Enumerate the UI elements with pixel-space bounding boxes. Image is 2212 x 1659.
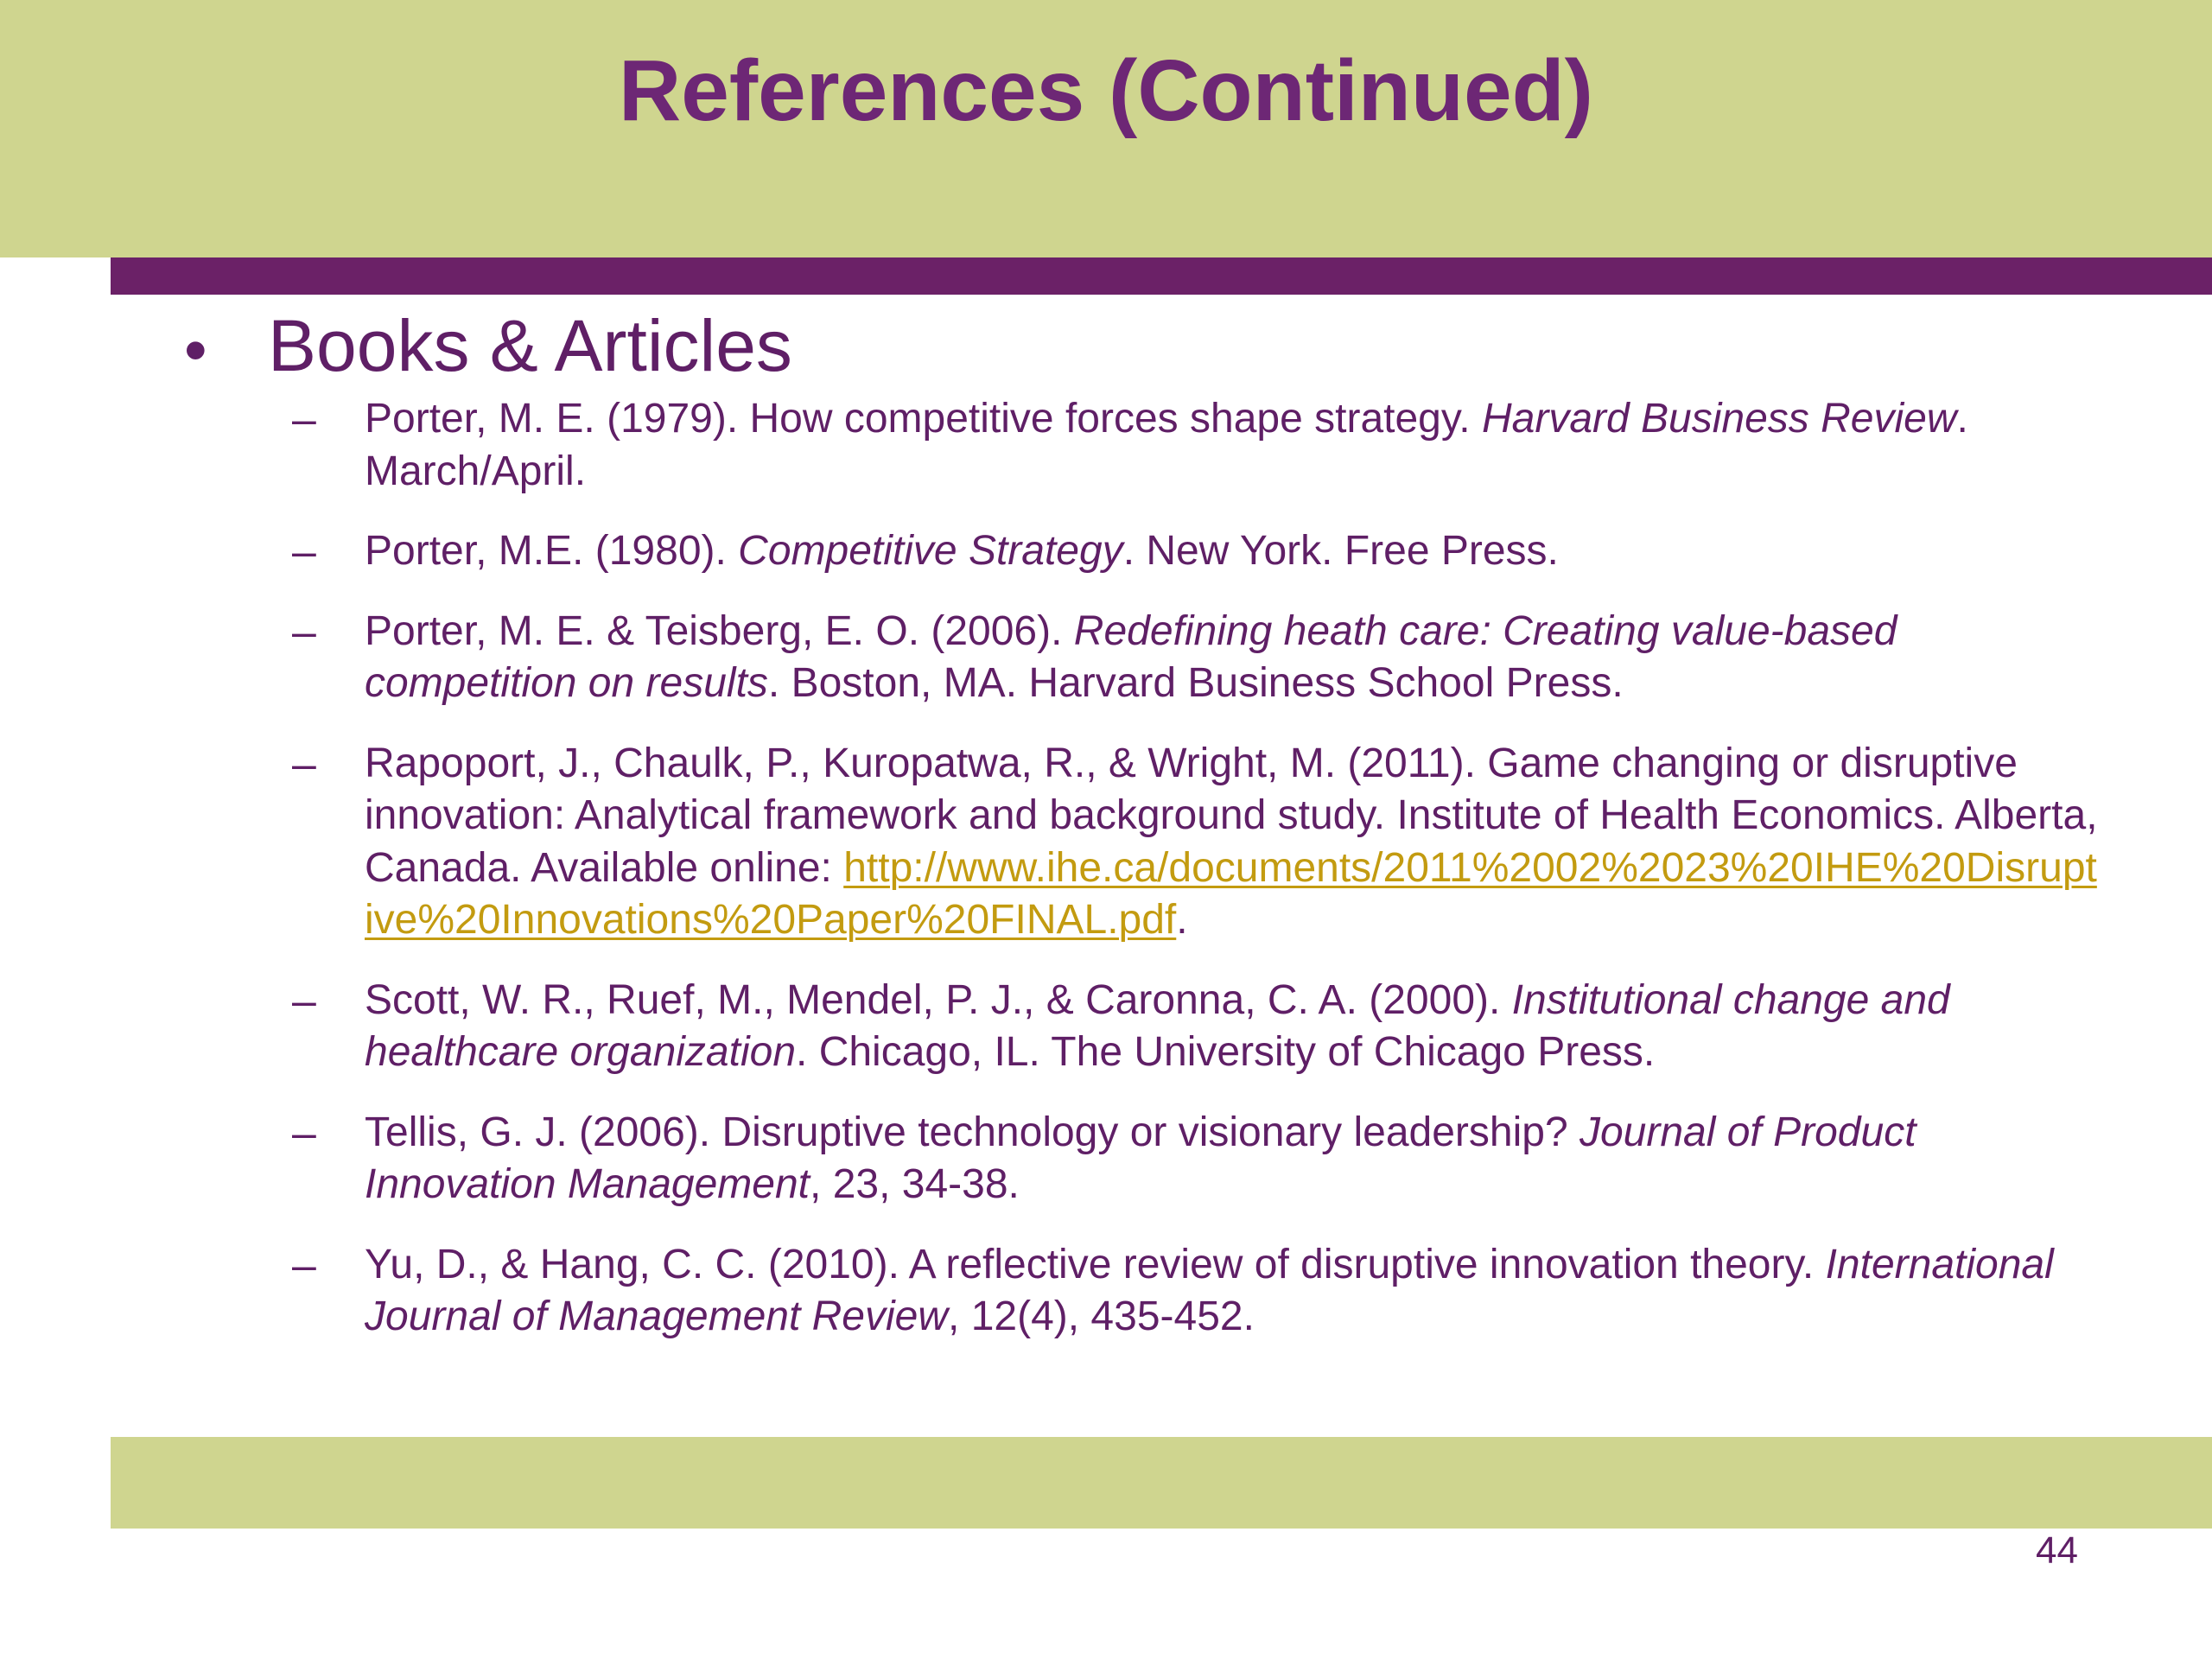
reference-porter-teisberg-2006 (0, 606, 2212, 710)
dash-marker: – (292, 1240, 316, 1289)
section-heading: Books & Articles (268, 305, 792, 386)
reference-italic-title: Institutional change and healthcare organization (365, 976, 1950, 1075)
footer-band (111, 1437, 2212, 1529)
page-number: 44 (2036, 1529, 2078, 1572)
reference-plain-text: . (1176, 897, 1188, 943)
dash-marker: – (292, 607, 316, 656)
reference-plain-text: Tellis, G. J. (2006). Disruptive technology or visionary leadership? (365, 1109, 1580, 1155)
reference-yu-hang-2010 (0, 1239, 2212, 1344)
reference-plain-text: . Boston, MA. Harvard Business School Press. (767, 660, 1624, 706)
dash-marker: – (292, 739, 316, 788)
reference-plain-text: Yu, D., & Hang, C. C. (2010). A reflective review of disruptive innovation theory. (365, 1241, 1826, 1287)
reference-porter-1979 (0, 393, 2212, 498)
reference-url-link[interactable]: http://www.ihe.ca/documents/2011%2002%2023%20IHE%20Disruptive%20Innovations%20Paper%20FINAL.pdf (365, 844, 2097, 943)
reference-italic-title: Competitive Strategy (738, 528, 1123, 574)
reference-italic-title: Journal of Product Innovation Management (365, 1109, 1916, 1207)
reference-scott-2000 (0, 975, 2212, 1079)
reference-plain-text: Porter, M. E. & Teisberg, E. O. (2006). (365, 607, 1074, 654)
reference-plain-text: . March/April. (365, 396, 1968, 494)
dash-marker: – (292, 976, 316, 1025)
reference-plain-text: . New York. Free Press. (1122, 528, 1559, 574)
reference-text (365, 1107, 2101, 1211)
dash-marker: – (292, 395, 316, 443)
reference-text (365, 606, 2101, 710)
reference-plain-text: . Chicago, IL. The University of Chicago Press. (796, 1029, 1656, 1075)
reference-plain-text: Porter, M.E. (1980). (365, 528, 739, 574)
reference-plain-text: Scott, W. R., Ruef, M., Mendel, P. J., & Caronna, C. A. (2000). (365, 976, 1512, 1023)
reference-italic-title: International Journal of Management Review (365, 1241, 2054, 1339)
reference-text (365, 393, 2101, 498)
reference-italic-title: Redefining heath care: Creating value-based competition on results (365, 607, 1897, 706)
slide-title: References (Continued) (619, 42, 1593, 139)
reference-plain-text: Porter, M. E. (1979). How competitive forces shape strategy. (365, 396, 1482, 442)
reference-tellis-2006 (0, 1107, 2212, 1211)
reference-text (365, 1239, 2101, 1344)
reference-text (365, 975, 2101, 1079)
reference-rapoport-2011 (0, 738, 2212, 947)
dash-marker: – (292, 527, 316, 575)
reference-porter-1980 (0, 525, 2212, 578)
reference-text (365, 525, 2101, 578)
section-bullet: • (184, 314, 207, 387)
dash-marker: – (292, 1108, 316, 1157)
reference-plain-text: , 23, 34-38. (810, 1161, 1020, 1207)
reference-plain-text: Rapoport, J., Chaulk, P., Kuropatwa, R., & Wright, M. (2011). Game changing or disruptive innovation: Analytical framework and background study. Institute of Health Economics. Alberta, Canada. Available online: (365, 740, 2098, 891)
reference-plain-text: , 12(4), 435-452. (948, 1294, 1255, 1339)
reference-text (365, 738, 2101, 947)
reference-list (0, 393, 2212, 1371)
reference-italic-title: Harvard Business Review (1481, 396, 1957, 442)
header-divider-bar (111, 257, 2212, 295)
